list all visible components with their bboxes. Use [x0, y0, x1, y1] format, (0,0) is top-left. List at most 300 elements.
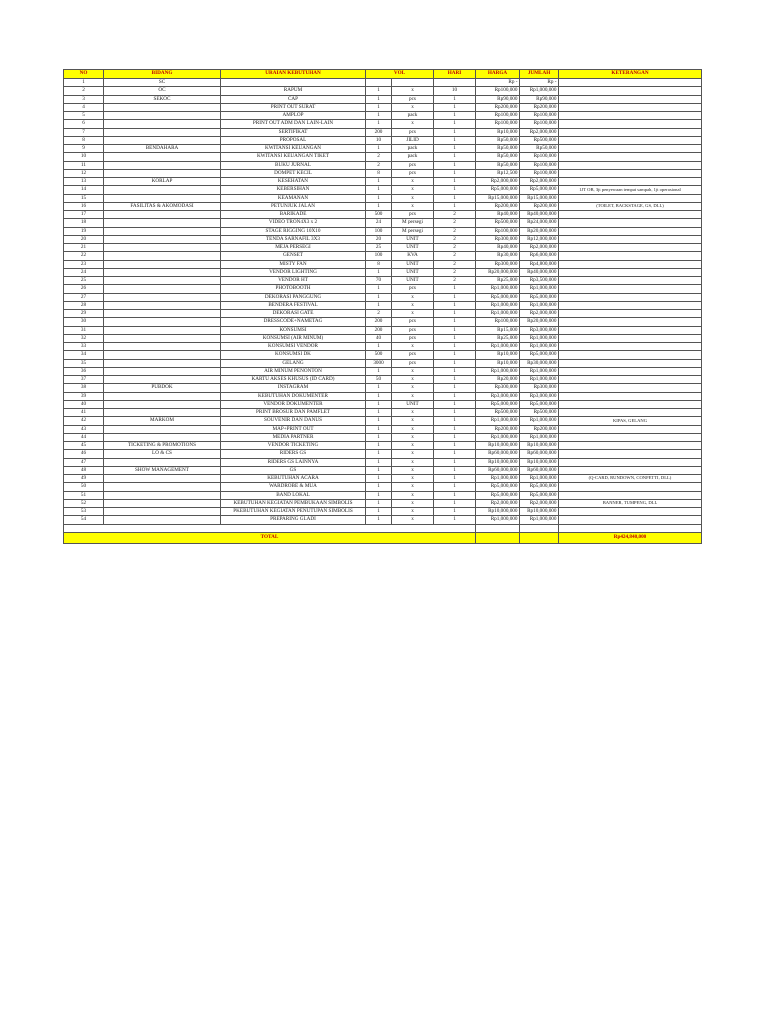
row-hari: 1 [434, 367, 476, 375]
row-qty: 1 [366, 178, 392, 186]
row-no: 46 [64, 450, 104, 458]
row-jumlah: Rp20,000,000 [520, 227, 559, 235]
row-harga: Rp15,000,000 [476, 194, 520, 202]
row-harga: Rp20,000,000 [476, 268, 520, 276]
row-uraian: KONSUMSI DK [221, 351, 366, 359]
row-unit: UNIT [392, 277, 434, 285]
row-keterangan [559, 442, 702, 450]
spacer-cell [64, 524, 476, 533]
row-no: 30 [64, 318, 104, 326]
row-unit: x [392, 120, 434, 128]
row-keterangan [559, 508, 702, 516]
row-hari: 1 [434, 112, 476, 120]
row-keterangan [559, 483, 702, 491]
table-row [64, 442, 702, 450]
table-row [64, 483, 702, 491]
row-jumlah: Rp5,000,000 [520, 186, 559, 194]
row-hari: 1 [434, 120, 476, 128]
row-uraian: PETUNJUK JALAN [221, 202, 366, 210]
row-unit: x [392, 178, 434, 186]
row-harga: Rp300,000 [476, 384, 520, 392]
row-unit: x [392, 194, 434, 202]
row-unit: x [392, 425, 434, 433]
row-uraian: VENDOR HT [221, 277, 366, 285]
row-bidang [104, 293, 221, 301]
row-jumlah: Rp90,000 [520, 95, 559, 103]
header-keterangan: KETERANGAN [559, 70, 702, 79]
row-uraian: TENDA SARNAFIL 3X3 [221, 235, 366, 243]
table-row [64, 211, 702, 219]
row-qty: 1 [366, 442, 392, 450]
row-no: 49 [64, 475, 104, 483]
row-hari: 1 [434, 153, 476, 161]
row-hari: 1 [434, 293, 476, 301]
row-hari: 1 [434, 310, 476, 318]
table-row [64, 310, 702, 318]
row-bidang: SC [104, 79, 221, 87]
header-bidang: BIDANG [104, 70, 221, 79]
row-bidang: LO & CS [104, 450, 221, 458]
table-row [64, 351, 702, 359]
row-jumlah: Rp5,000,000 [520, 293, 559, 301]
row-no: 34 [64, 351, 104, 359]
row-uraian: INSTAGRAM [221, 384, 366, 392]
row-uraian: PRINT OUT SURAT [221, 103, 366, 111]
row-keterangan [559, 384, 702, 392]
row-jumlah: Rp20,000,000 [520, 318, 559, 326]
row-jumlah: Rp40,000,000 [520, 211, 559, 219]
row-jumlah: Rp5,000,000 [520, 483, 559, 491]
header-hari: HARI [434, 70, 476, 79]
row-harga: Rp1,000,000 [476, 367, 520, 375]
row-bidang [104, 392, 221, 400]
table-row [64, 202, 702, 210]
row-hari: 1 [434, 392, 476, 400]
row-qty: 1 [366, 433, 392, 441]
row-hari: 1 [434, 359, 476, 367]
row-harga: Rp100,000 [476, 112, 520, 120]
row-qty: 1 [366, 285, 392, 293]
row-hari: 1 [434, 103, 476, 111]
row-keterangan [559, 285, 702, 293]
row-qty: 1 [366, 400, 392, 408]
row-qty: 1 [366, 87, 392, 95]
row-hari: 1 [434, 491, 476, 499]
row-uraian: KONSUMSI (AIR MINUM) [221, 334, 366, 342]
row-uraian: BARIKADE [221, 211, 366, 219]
row-qty: 100 [366, 227, 392, 235]
row-qty: 25 [366, 244, 392, 252]
row-bidang [104, 367, 221, 375]
row-jumlah: Rp300,000 [520, 384, 559, 392]
row-qty: 1 [366, 475, 392, 483]
row-unit: pcs [392, 95, 434, 103]
row-bidang [104, 227, 221, 235]
row-unit: pcs [392, 169, 434, 177]
row-hari: 1 [434, 136, 476, 144]
row-unit: x [392, 450, 434, 458]
row-bidang [104, 326, 221, 334]
spacer-cell [559, 524, 702, 533]
row-keterangan [559, 268, 702, 276]
row-uraian: MEJA PERSEGI [221, 244, 366, 252]
row-harga: Rp5,000,000 [476, 186, 520, 194]
row-uraian: PREPARING GLADI [221, 516, 366, 524]
row-hari: 1 [434, 499, 476, 507]
row-bidang [104, 508, 221, 516]
row-uraian: PRINT BROSUR DAN PAMFLET [221, 409, 366, 417]
row-bidang [104, 120, 221, 128]
row-uraian: PKEBUTUHAN KEGIATAN PENUTUPAN SIMBOLIS [221, 508, 366, 516]
row-jumlah: Rp2,000,000 [520, 310, 559, 318]
table-row [64, 458, 702, 466]
row-unit: x [392, 87, 434, 95]
row-no: 22 [64, 252, 104, 260]
row-no: 7 [64, 128, 104, 136]
row-keterangan [559, 334, 702, 342]
row-unit: x [392, 384, 434, 392]
table-row [64, 359, 702, 367]
row-no: 13 [64, 178, 104, 186]
row-qty: 1 [366, 458, 392, 466]
row-qty: 1 [366, 499, 392, 507]
row-jumlah: Rp24,000,000 [520, 219, 559, 227]
row-jumlah: Rp100,000 [520, 161, 559, 169]
row-jumlah: Rp10,000,000 [520, 442, 559, 450]
spacer-cell [520, 524, 559, 533]
row-uraian: VENDOR TICKETING [221, 442, 366, 450]
row-bidang [104, 433, 221, 441]
row-bidang [104, 153, 221, 161]
table-row [64, 433, 702, 441]
row-uraian: SOUVENIR DAN DANUS [221, 417, 366, 425]
row-keterangan [559, 244, 702, 252]
row-bidang [104, 318, 221, 326]
row-uraian [221, 79, 366, 87]
row-harga: Rp500,000 [476, 409, 520, 417]
row-jumlah: Rp100,000 [520, 120, 559, 128]
row-hari: 1 [434, 384, 476, 392]
row-jumlah: Rp3,000,000 [520, 326, 559, 334]
row-harga: Rp300,000 [476, 260, 520, 268]
row-bidang [104, 186, 221, 194]
row-uraian: MISTY FAN [221, 260, 366, 268]
row-no: 38 [64, 384, 104, 392]
row-harga: Rp1,000,000 [476, 343, 520, 351]
row-harga: Rp300,000 [476, 235, 520, 243]
row-bidang: FASILITAS & AKOMODASI [104, 202, 221, 210]
row-hari [434, 79, 476, 87]
table-row [64, 235, 702, 243]
row-uraian: SERTIFIKAT [221, 128, 366, 136]
row-keterangan [559, 425, 702, 433]
table-row [64, 194, 702, 202]
row-jumlah: Rp60,000,000 [520, 466, 559, 474]
row-unit: pack [392, 153, 434, 161]
row-unit: M persegi [392, 219, 434, 227]
row-jumlah: Rp1,000,000 [520, 285, 559, 293]
row-unit: x [392, 367, 434, 375]
row-uraian: PRINT OUT ADM DAN LAIN-LAIN [221, 120, 366, 128]
row-qty: 50 [366, 376, 392, 384]
row-no: 10 [64, 153, 104, 161]
row-qty: 40 [366, 334, 392, 342]
row-unit: x [392, 186, 434, 194]
table-row [64, 285, 702, 293]
row-qty: 500 [366, 211, 392, 219]
row-bidang: TICKETING & PROMOTIONS [104, 442, 221, 450]
row-keterangan [559, 136, 702, 144]
row-qty: 200 [366, 128, 392, 136]
table-row [64, 334, 702, 342]
row-qty: 1 [366, 516, 392, 524]
row-bidang [104, 112, 221, 120]
row-no: 37 [64, 376, 104, 384]
row-keterangan [559, 178, 702, 186]
row-unit: UNIT [392, 400, 434, 408]
row-uraian: RAPUM [221, 87, 366, 95]
row-uraian: BUKU JURNAL [221, 161, 366, 169]
row-bidang [104, 252, 221, 260]
row-qty: 1 [366, 508, 392, 516]
row-qty: 500 [366, 351, 392, 359]
row-harga: Rp500,000 [476, 219, 520, 227]
row-unit: x [392, 409, 434, 417]
row-keterangan [559, 194, 702, 202]
row-no: 8 [64, 136, 104, 144]
row-unit: x [392, 293, 434, 301]
row-bidang [104, 409, 221, 417]
row-uraian: GS [221, 466, 366, 474]
table-row [64, 178, 702, 186]
row-keterangan [559, 450, 702, 458]
row-jumlah: Rp1,000,000 [520, 376, 559, 384]
row-uraian: KONSUMSI VENDOR [221, 343, 366, 351]
row-harga: Rp1,000,000 [476, 475, 520, 483]
row-jumlah: Rp10,000,000 [520, 458, 559, 466]
row-keterangan [559, 491, 702, 499]
row-hari: 1 [434, 178, 476, 186]
row-hari: 1 [434, 351, 476, 359]
row-keterangan [559, 120, 702, 128]
row-uraian: RIDERS GS [221, 450, 366, 458]
row-harga: Rp - [476, 79, 520, 87]
row-keterangan [559, 367, 702, 375]
row-qty: 1 [366, 293, 392, 301]
row-no: 1 [64, 79, 104, 87]
row-uraian: CAP [221, 95, 366, 103]
row-no: 39 [64, 392, 104, 400]
row-keterangan [559, 326, 702, 334]
table-row [64, 326, 702, 334]
row-unit: pcs [392, 318, 434, 326]
row-jumlah: Rp3,000,000 [520, 392, 559, 400]
row-keterangan: BANNER, TUMPENG, DLL [559, 499, 702, 507]
row-no: 11 [64, 161, 104, 169]
row-unit: x [392, 433, 434, 441]
row-jumlah: Rp60,000,000 [520, 450, 559, 458]
row-keterangan [559, 112, 702, 120]
row-unit: x [392, 516, 434, 524]
row-uraian: PROPOSAL [221, 136, 366, 144]
row-harga: Rp100,000 [476, 120, 520, 128]
row-uraian: KEBUTUHAN ACARA [221, 475, 366, 483]
row-no: 6 [64, 120, 104, 128]
row-qty: 1 [366, 392, 392, 400]
row-harga: Rp25,000 [476, 334, 520, 342]
row-jumlah: Rp6,000,000 [520, 252, 559, 260]
row-harga: Rp50,000 [476, 161, 520, 169]
total-spacer [476, 533, 520, 544]
row-unit: JILID [392, 136, 434, 144]
row-no: 23 [64, 260, 104, 268]
row-keterangan [559, 400, 702, 408]
row-no: 15 [64, 194, 104, 202]
row-unit: x [392, 466, 434, 474]
row-bidang [104, 268, 221, 276]
row-harga: Rp1,000,000 [476, 417, 520, 425]
row-harga: Rp40,000 [476, 211, 520, 219]
table-row [64, 318, 702, 326]
row-qty: 1 [366, 409, 392, 417]
row-jumlah: Rp1,000,000 [520, 343, 559, 351]
row-unit: pcs [392, 211, 434, 219]
total-spacer [520, 533, 559, 544]
row-qty: 1 [366, 268, 392, 276]
table-row [64, 268, 702, 276]
table-row [64, 252, 702, 260]
row-keterangan [559, 227, 702, 235]
row-harga: Rp1,000,000 [476, 516, 520, 524]
row-keterangan [559, 87, 702, 95]
row-qty: 2 [366, 153, 392, 161]
table-row [64, 384, 702, 392]
table-row [64, 508, 702, 516]
row-hari: 2 [434, 227, 476, 235]
table-row [64, 128, 702, 136]
row-keterangan [559, 301, 702, 309]
row-no: 2 [64, 87, 104, 95]
row-uraian: KEBUTUHAN KEGIATAN PEMBUKAAN SIMBOLIS [221, 499, 366, 507]
header-harga: HARGA [476, 70, 520, 79]
row-hari: 1 [434, 301, 476, 309]
row-harga: Rp5,000,000 [476, 400, 520, 408]
row-jumlah: Rp3,500,000 [520, 277, 559, 285]
row-hari: 1 [434, 334, 476, 342]
row-no: 32 [64, 334, 104, 342]
row-no: 28 [64, 301, 104, 309]
row-unit: x [392, 103, 434, 111]
row-hari: 2 [434, 235, 476, 243]
row-harga: Rp50,000 [476, 145, 520, 153]
row-unit: pcs [392, 285, 434, 293]
row-jumlah: Rp2,000,000 [520, 128, 559, 136]
row-bidang [104, 169, 221, 177]
row-hari: 1 [434, 145, 476, 153]
row-jumlah: Rp1,000,000 [520, 87, 559, 95]
row-jumlah: Rp1,000,000 [520, 433, 559, 441]
row-hari: 2 [434, 268, 476, 276]
table-row [64, 103, 702, 111]
row-no: 50 [64, 483, 104, 491]
row-jumlah: Rp1,000,000 [520, 334, 559, 342]
row-bidang [104, 499, 221, 507]
row-harga: Rp1,000,000 [476, 310, 520, 318]
row-jumlah: Rp1,000,000 [520, 516, 559, 524]
row-no: 53 [64, 508, 104, 516]
row-harga: Rp200,000 [476, 425, 520, 433]
row-no: 17 [64, 211, 104, 219]
row-unit: x [392, 499, 434, 507]
table-row [64, 161, 702, 169]
row-bidang [104, 260, 221, 268]
table-body [64, 79, 702, 525]
row-keterangan [559, 260, 702, 268]
row-jumlah: Rp1,000,000 [520, 301, 559, 309]
row-no: 40 [64, 400, 104, 408]
row-no: 51 [64, 491, 104, 499]
row-harga: Rp10,000,000 [476, 508, 520, 516]
row-harga: Rp2,000,000 [476, 178, 520, 186]
row-unit: pack [392, 145, 434, 153]
row-unit: x [392, 458, 434, 466]
row-keterangan [559, 145, 702, 153]
row-bidang [104, 376, 221, 384]
row-unit: M persegi [392, 227, 434, 235]
row-no: 16 [64, 202, 104, 210]
row-qty: 70 [366, 277, 392, 285]
row-no: 3 [64, 95, 104, 103]
row-no: 19 [64, 227, 104, 235]
row-uraian: RIDERS GS LAINNYA [221, 458, 366, 466]
row-qty: 1 [366, 425, 392, 433]
row-harga: Rp10,000,000 [476, 442, 520, 450]
row-unit: x [392, 491, 434, 499]
table-row [64, 343, 702, 351]
row-qty: 1 [366, 384, 392, 392]
row-hari: 1 [434, 466, 476, 474]
row-jumlah: Rp200,000 [520, 425, 559, 433]
row-no: 12 [64, 169, 104, 177]
row-harga: Rp40,000 [476, 244, 520, 252]
row-bidang: PUBDOK [104, 384, 221, 392]
row-bidang [104, 425, 221, 433]
row-bidang [104, 343, 221, 351]
row-jumlah: Rp200,000 [520, 103, 559, 111]
row-uraian: BENDERA FESTIVAL [221, 301, 366, 309]
row-qty: 1 [366, 466, 392, 474]
row-hari: 1 [434, 343, 476, 351]
row-keterangan [559, 466, 702, 474]
row-jumlah: Rp1,000,000 [520, 417, 559, 425]
row-jumlah: Rp500,000 [520, 136, 559, 144]
row-uraian: PHOTOBOOTH [221, 285, 366, 293]
row-unit: UNIT [392, 244, 434, 252]
row-bidang [104, 235, 221, 243]
row-uraian: AMPLOP [221, 112, 366, 120]
row-unit: x [392, 310, 434, 318]
row-harga: Rp12,500 [476, 169, 520, 177]
row-no: 44 [64, 433, 104, 441]
row-unit: x [392, 417, 434, 425]
row-hari: 2 [434, 211, 476, 219]
row-hari: 1 [434, 376, 476, 384]
row-hari: 1 [434, 400, 476, 408]
row-hari: 1 [434, 169, 476, 177]
row-uraian: KEAMANAN [221, 194, 366, 202]
row-harga: Rp60,000,000 [476, 466, 520, 474]
row-bidang [104, 103, 221, 111]
